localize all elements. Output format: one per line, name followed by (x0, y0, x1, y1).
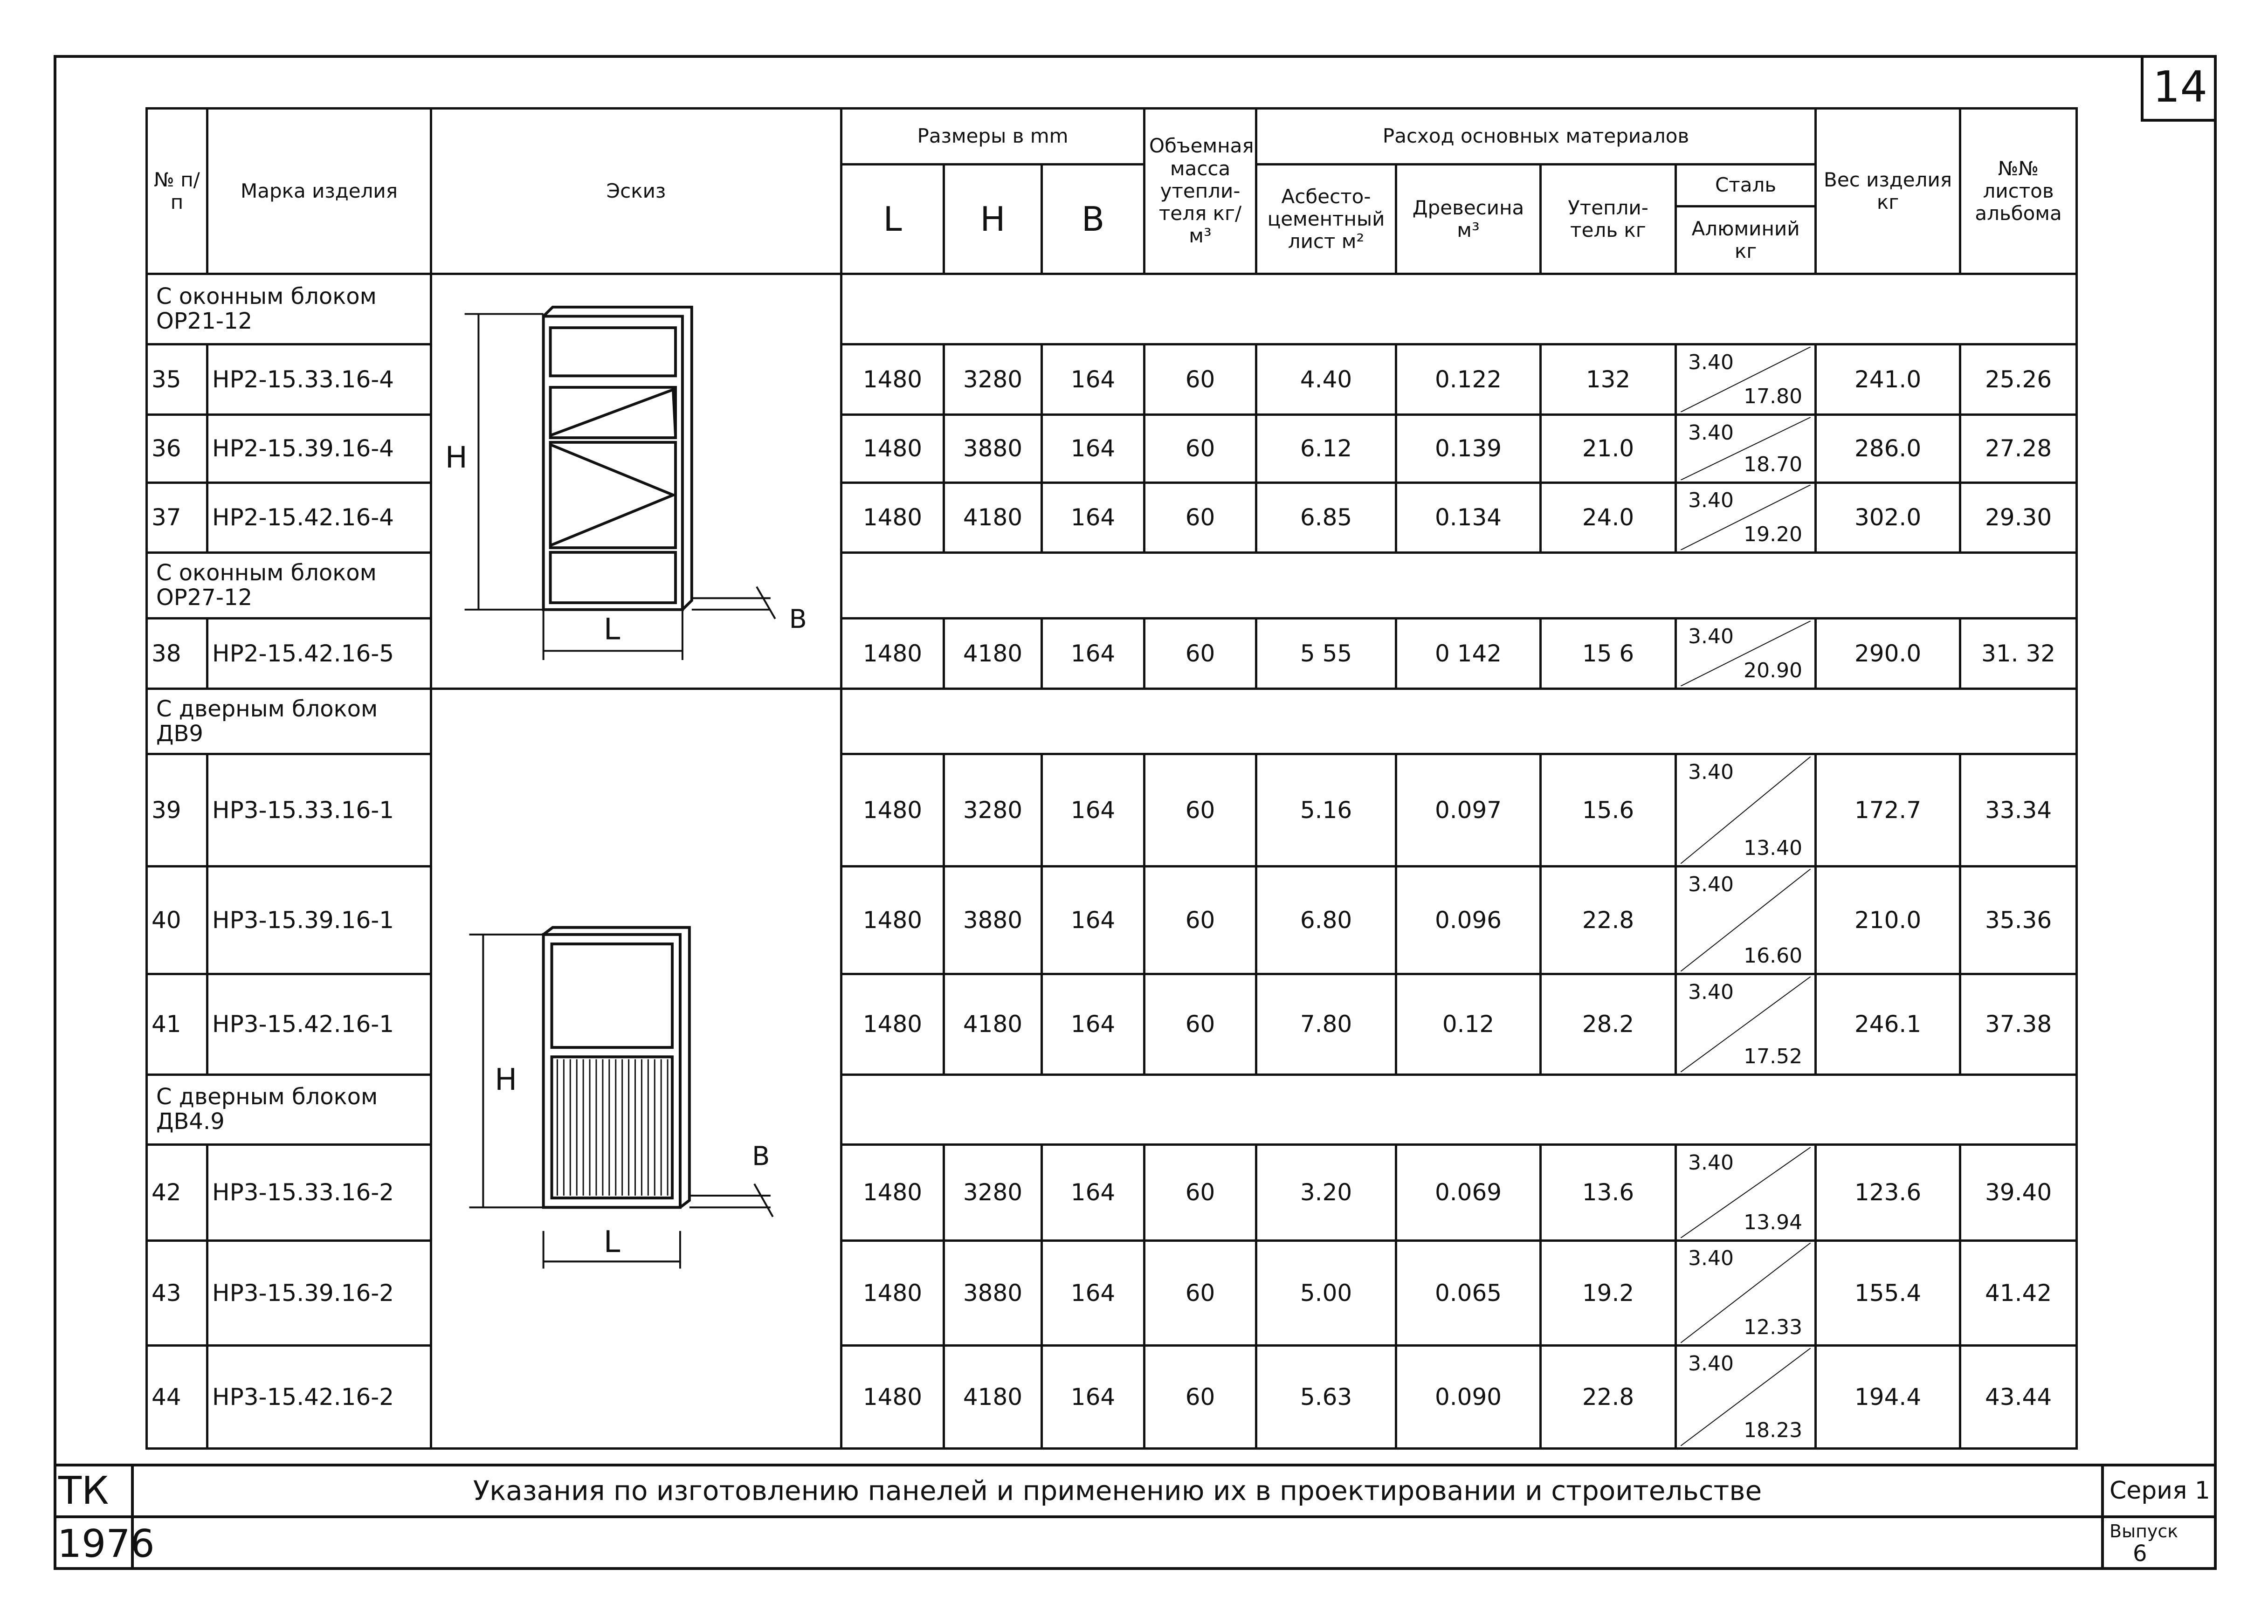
aluminium-value: 13.40 (1744, 836, 1803, 860)
steel-value: 3.40 (1688, 489, 1734, 513)
steel-aluminium-cell (1676, 1346, 1816, 1449)
product-mark: НР2-15.42.16-4 (207, 482, 431, 553)
title-block-org: ТК (54, 1466, 134, 1518)
steel-value: 3.40 (1688, 873, 1734, 896)
cell-H: 3880 (944, 867, 1042, 974)
cell-ins: 15.6 (1541, 754, 1676, 867)
product-mark: НР2-15.42.16-5 (207, 619, 431, 689)
cell-wood: 0.12 (1396, 974, 1541, 1074)
sketch-cell (431, 274, 841, 689)
aluminium-value: 20.90 (1744, 659, 1803, 683)
cell-H: 4180 (944, 974, 1042, 1074)
header-aluminium: Алюминий кг (1676, 206, 1816, 274)
header-sheets: №№ листов альбома (1960, 109, 2077, 274)
cell-sheets: 41.42 (1960, 1240, 2077, 1346)
cell-ins: 22.8 (1541, 1346, 1676, 1449)
cell-B: 164 (1042, 1144, 1144, 1240)
title-block (54, 1464, 2217, 1570)
group-label: С дверным блоком ДВ4.9 (147, 1074, 431, 1144)
lower-sash (551, 442, 676, 548)
cell-weight: 194.4 (1816, 1346, 1960, 1449)
title-block-year: 1976 (54, 1518, 134, 1570)
cell-weight: 286.0 (1816, 414, 1960, 482)
cell-L: 1480 (841, 619, 944, 689)
cell-asb: 5.00 (1256, 1240, 1396, 1346)
cell-H: 3880 (944, 1240, 1042, 1346)
aluminium-value: 19.20 (1744, 523, 1803, 547)
dim-l-label: L (603, 1224, 620, 1260)
panel-depth (544, 307, 692, 610)
cell-wood: 0.122 (1396, 344, 1541, 414)
steel-value: 3.40 (1688, 625, 1734, 649)
dim-l-label: L (603, 612, 620, 647)
row-number: 40 (147, 867, 207, 974)
steel-value: 3.40 (1688, 420, 1734, 445)
group-row (147, 689, 2077, 754)
cell-L: 1480 (841, 867, 944, 974)
group-row (147, 274, 2077, 344)
door-glazing (552, 944, 673, 1047)
cell-H: 3280 (944, 754, 1042, 867)
cell-B: 164 (1042, 1346, 1144, 1449)
row-number: 41 (147, 974, 207, 1074)
cell-B: 164 (1042, 619, 1144, 689)
product-mark: НР3-15.42.16-1 (207, 974, 431, 1074)
cell-dens: 60 (1144, 1240, 1256, 1346)
steel-aluminium-cell (1676, 974, 1816, 1074)
group-row-blank (841, 274, 2077, 344)
row-number: 36 (147, 414, 207, 482)
upper-sash-mark (551, 390, 676, 435)
product-mark: НР3-15.33.16-2 (207, 1144, 431, 1240)
cell-H: 3280 (944, 344, 1042, 414)
cell-L: 1480 (841, 344, 944, 414)
cell-weight: 290.0 (1816, 619, 1960, 689)
cell-H: 4180 (944, 619, 1042, 689)
specification-table (145, 107, 2078, 1450)
header-B: В (1042, 165, 1144, 274)
row-number: 35 (147, 344, 207, 414)
cell-wood: 0.069 (1396, 1144, 1541, 1240)
issue-cell (2101, 1518, 2214, 1570)
cell-dens: 60 (1144, 1346, 1256, 1449)
cell-B: 164 (1042, 867, 1144, 974)
cell-sheets: 39.40 (1960, 1144, 2077, 1240)
document-title: Указания по изготовлению панелей и применению их в проектировании и строительстве (134, 1466, 2101, 1518)
cell-dens: 60 (1144, 1144, 1256, 1240)
steel-value: 3.40 (1688, 350, 1734, 374)
cell-dens: 60 (1144, 974, 1256, 1074)
issue-label: Выпуск (2109, 1521, 2178, 1541)
cell-sheets: 29.30 (1960, 482, 2077, 553)
cell-H: 4180 (944, 1346, 1042, 1449)
cell-B: 164 (1042, 344, 1144, 414)
cell-wood: 0 142 (1396, 619, 1541, 689)
cell-dens: 60 (1144, 482, 1256, 553)
cell-H: 3280 (944, 1144, 1042, 1240)
cell-ins: 13.6 (1541, 1144, 1676, 1240)
cell-dens: 60 (1144, 867, 1256, 974)
steel-value: 3.40 (1688, 1246, 1734, 1271)
product-mark: НР3-15.39.16-1 (207, 867, 431, 974)
cell-weight: 210.0 (1816, 867, 1960, 974)
cell-L: 1480 (841, 1346, 944, 1449)
cell-asb: 6.80 (1256, 867, 1396, 974)
product-mark: НР3-15.39.16-2 (207, 1240, 431, 1346)
cell-asb: 5.63 (1256, 1346, 1396, 1449)
cell-L: 1480 (841, 482, 944, 553)
cell-L: 1480 (841, 1144, 944, 1240)
cell-wood: 0.097 (1396, 754, 1541, 867)
aluminium-value: 18.70 (1744, 452, 1803, 476)
cell-weight: 155.4 (1816, 1240, 1960, 1346)
header-sizes: Размеры в mm (841, 109, 1144, 165)
steel-aluminium-cell (1676, 754, 1816, 867)
product-mark: НР2-15.33.16-4 (207, 344, 431, 414)
group-label: С оконным блоком ОР27-12 (147, 553, 431, 619)
cell-ins: 28.2 (1541, 974, 1676, 1074)
cell-L: 1480 (841, 1240, 944, 1346)
group-row-blank (841, 689, 2077, 754)
group-row-blank (841, 1074, 2077, 1144)
steel-value: 3.40 (1688, 1352, 1734, 1376)
row-number: 44 (147, 1346, 207, 1449)
cell-dens: 60 (1144, 754, 1256, 867)
row-number: 39 (147, 754, 207, 867)
cell-dens: 60 (1144, 414, 1256, 482)
steel-aluminium-cell (1676, 482, 1816, 553)
steel-aluminium-cell (1676, 867, 1816, 974)
cell-wood: 0.090 (1396, 1346, 1541, 1449)
cell-dens: 60 (1144, 619, 1256, 689)
header-asbestos: Асбесто-цементный лист м² (1256, 165, 1396, 274)
steel-aluminium-cell (1676, 1240, 1816, 1346)
issue-number: 6 (2133, 1540, 2147, 1567)
header-steel: Сталь (1676, 165, 1816, 206)
row-number: 37 (147, 482, 207, 553)
header-insulation: Утепли-тель кг (1541, 165, 1676, 274)
cell-asb: 3.20 (1256, 1144, 1396, 1240)
dim-b-label: B (789, 605, 807, 635)
cell-weight: 123.6 (1816, 1144, 1960, 1240)
header-sketch: Эскиз (431, 109, 841, 274)
cell-weight: 241.0 (1816, 344, 1960, 414)
dim-h-label: H (495, 1062, 517, 1098)
bottom-panel (551, 552, 676, 603)
cell-H: 4180 (944, 482, 1042, 553)
cell-L: 1480 (841, 754, 944, 867)
cell-wood: 0.139 (1396, 414, 1541, 482)
cell-sheets: 43.44 (1960, 1346, 2077, 1449)
group-label: С дверным блоком ДВ9 (147, 689, 431, 754)
cell-asb: 5 55 (1256, 619, 1396, 689)
steel-value: 3.40 (1688, 1150, 1734, 1175)
steel-aluminium-cell (1676, 619, 1816, 689)
cell-wood: 0.096 (1396, 867, 1541, 974)
row-number: 38 (147, 619, 207, 689)
cell-ins: 21.0 (1541, 414, 1676, 482)
aluminium-value: 13.94 (1744, 1210, 1803, 1234)
row-number: 42 (147, 1144, 207, 1240)
header-H: H (944, 165, 1042, 274)
product-mark: НР3-15.42.16-2 (207, 1346, 431, 1449)
group-row-blank (841, 553, 2077, 619)
row-number: 43 (147, 1240, 207, 1346)
dim-b-label: B (752, 1141, 770, 1172)
cell-asb: 7.80 (1256, 974, 1396, 1074)
cell-wood: 0.065 (1396, 1240, 1541, 1346)
header-mark: Марка изделия (207, 109, 431, 274)
header-materials: Расход основных материалов (1256, 109, 1816, 165)
top-transom (551, 328, 676, 376)
aluminium-value: 12.33 (1744, 1315, 1803, 1340)
door-panel-sketch (432, 690, 840, 1447)
cell-L: 1480 (841, 974, 944, 1074)
product-mark: НР2-15.39.16-4 (207, 414, 431, 482)
cell-B: 164 (1042, 1240, 1144, 1346)
cell-ins: 15 6 (1541, 619, 1676, 689)
cell-asb: 6.85 (1256, 482, 1396, 553)
cell-B: 164 (1042, 754, 1144, 867)
header-row-1 (147, 109, 2077, 165)
header-num: № п/п (147, 109, 207, 274)
cell-B: 164 (1042, 482, 1144, 553)
aluminium-value: 18.23 (1744, 1418, 1803, 1443)
cell-ins: 24.0 (1541, 482, 1676, 553)
sketch-cell (431, 689, 841, 1449)
cell-ins: 19.2 (1541, 1240, 1676, 1346)
cell-sheets: 33.34 (1960, 754, 2077, 867)
cell-weight: 246.1 (1816, 974, 1960, 1074)
cell-B: 164 (1042, 974, 1144, 1074)
steel-aluminium-cell (1676, 414, 1816, 482)
window-panel-sketch (432, 275, 840, 688)
steel-value: 3.40 (1688, 760, 1734, 784)
steel-aluminium-cell (1676, 344, 1816, 414)
cell-dens: 60 (1144, 344, 1256, 414)
cell-sheets: 25.26 (1960, 344, 2077, 414)
cell-H: 3880 (944, 414, 1042, 482)
steel-value: 3.40 (1688, 980, 1734, 1004)
cell-sheets: 35.36 (1960, 867, 2077, 974)
product-mark: НР3-15.33.16-1 (207, 754, 431, 867)
panel-outline (544, 317, 682, 610)
cell-ins: 22.8 (1541, 867, 1676, 974)
aluminium-value: 16.60 (1744, 944, 1803, 968)
cell-asb: 6.12 (1256, 414, 1396, 482)
cell-B: 164 (1042, 414, 1144, 482)
cell-weight: 302.0 (1816, 482, 1960, 553)
aluminium-value: 17.52 (1744, 1044, 1803, 1068)
steel-aluminium-cell (1676, 1144, 1816, 1240)
cell-sheets: 31. 32 (1960, 619, 2077, 689)
aluminium-value: 17.80 (1744, 384, 1803, 408)
cell-sheets: 37.38 (1960, 974, 2077, 1074)
cell-weight: 172.7 (1816, 754, 1960, 867)
header-wood: Древесина м³ (1396, 165, 1541, 274)
cell-sheets: 27.28 (1960, 414, 2077, 482)
series-label: Серия 1 (2101, 1466, 2214, 1518)
header-L: L (841, 165, 944, 274)
group-label: С оконным блоком ОР21-12 (147, 274, 431, 344)
header-density: Объемная масса утепли-теля кг/м³ (1144, 109, 1256, 274)
header-weight: Вес изделия кг (1816, 109, 1960, 274)
cell-L: 1480 (841, 414, 944, 482)
cell-asb: 5.16 (1256, 754, 1396, 867)
dim-h-label: H (445, 440, 468, 475)
sheet-number: 14 (2141, 55, 2217, 122)
cell-ins: 132 (1541, 344, 1676, 414)
cell-asb: 4.40 (1256, 344, 1396, 414)
cell-wood: 0.134 (1396, 482, 1541, 553)
lower-sash-mark (551, 445, 673, 545)
